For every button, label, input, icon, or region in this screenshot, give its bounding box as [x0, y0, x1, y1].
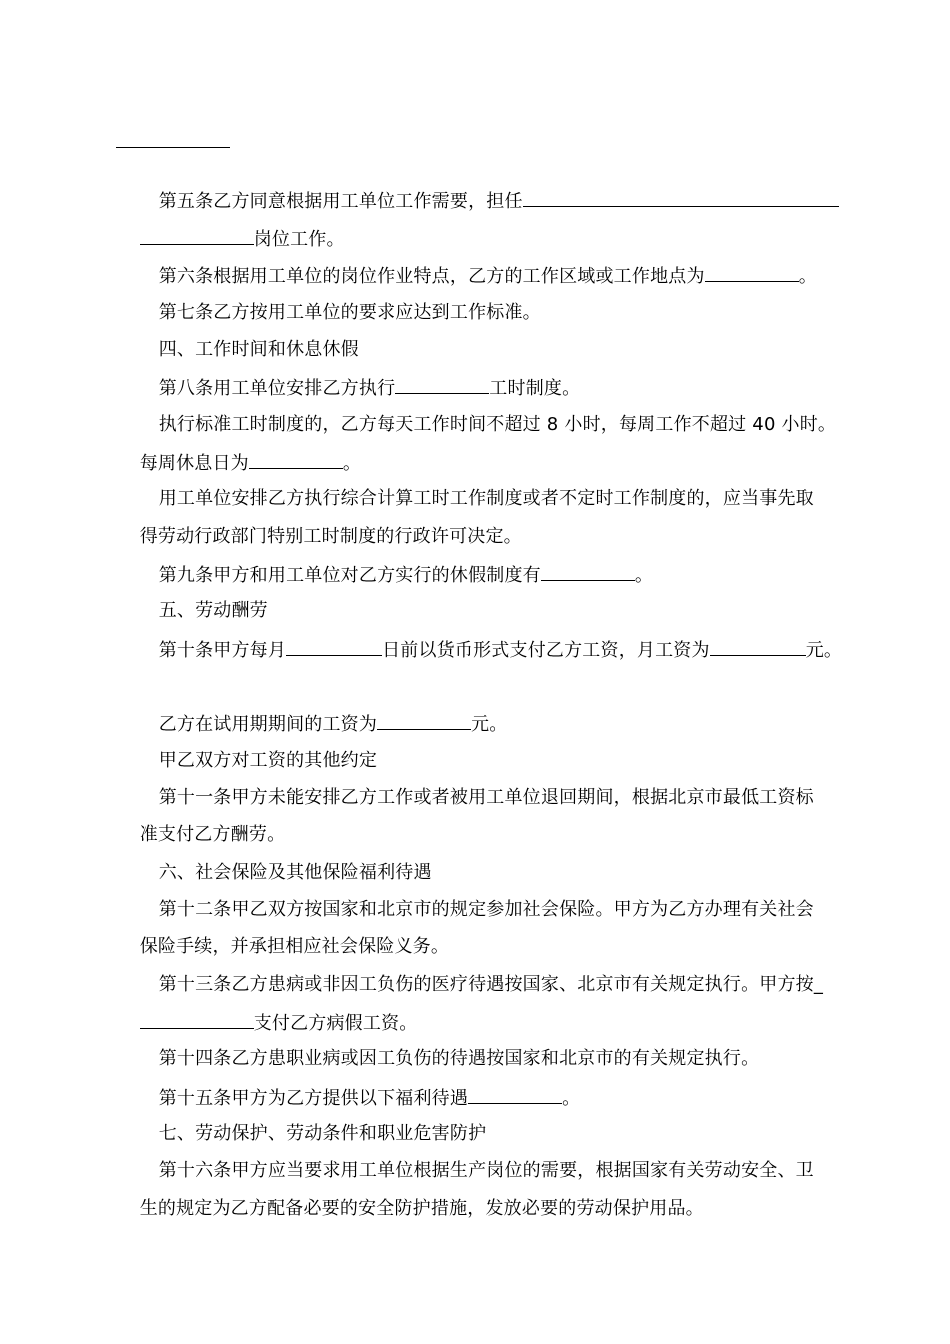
clause-text: 第七条乙方按用工单位的要求应达到工作标准。: [158, 302, 541, 323]
clause-text: 第九条甲方和用工单位对乙方实行的休假制度有: [158, 565, 541, 586]
clause-text: 每周休息日为: [139, 453, 249, 474]
clause-text: 第十三条乙方患病或非因工负伤的医疗待遇按国家、北京市有关规定执行。甲方按_: [158, 974, 824, 995]
clause-10-line: [135, 613, 842, 687]
blank-underline: [541, 562, 635, 581]
clause-text: 第十五条甲方为乙方提供以下福利待遇: [158, 1088, 469, 1109]
section-heading: 七、劳动保护、劳动条件和职业危害防护: [158, 1123, 487, 1144]
clause-text: 第十一条甲方未能安排乙方工作或者被用工单位退回期间，根据北京市最低工资标: [158, 787, 814, 808]
clause-text: 第五条乙方同意根据用工单位工作需要，担任: [158, 191, 523, 212]
clause-text: 岗位工作。: [253, 229, 345, 250]
section-heading: 五、劳动酬劳: [158, 600, 268, 621]
clause-text: 第十六条甲方应当要求用工单位根据生产岗位的需要，根据国家有关劳动安全、卫: [158, 1160, 814, 1181]
clause-text-after: 。: [634, 565, 654, 586]
clause-text: 第十二条甲乙双方按国家和北京市的规定参加社会保险。甲方为乙方办理有关社会: [158, 899, 814, 920]
clause-text: 第八条用工单位安排乙方执行: [158, 378, 396, 399]
clause-text-after: 元。: [471, 714, 508, 735]
blank-underline: [523, 188, 839, 207]
blank-underline: [705, 263, 799, 282]
clause-text: 甲乙双方对工资的其他约定: [158, 750, 378, 771]
clause-text: 支付乙方病假工资。: [253, 1013, 418, 1034]
blank-underline: [286, 637, 382, 656]
clause-text: 保险手续，并承担相应社会保险义务。: [139, 936, 450, 957]
clause-text-after: 。: [798, 266, 817, 287]
blank-underline: [116, 147, 230, 148]
clause-text-after: 。: [562, 1088, 581, 1109]
clause-text-after: 元。: [805, 640, 843, 661]
clause-text-after: 工时制度。: [489, 378, 581, 399]
clause-text-mid: 日前以货币形式支付乙方工资，月工资为: [382, 640, 710, 661]
section-heading: 六、社会保险及其他保险福利待遇: [158, 862, 432, 883]
clause-text: 第十四条乙方患职业病或因工负伤的待遇按国家和北京市的有关规定执行。: [158, 1048, 760, 1069]
clause-text: 用工单位安排乙方执行综合计算工时工作制度或者不定时工作制度的，应当事先取: [158, 488, 814, 509]
clause-text: 执行标准工时制度的，乙方每天工作时间不超过 8 小时，每周工作不超过 40 小时。: [158, 414, 837, 435]
clause-text: 得劳动行政部门特别工时制度的行政许可决定。: [139, 526, 522, 547]
clause-text-after: 。: [342, 453, 362, 474]
clause-text: 生的规定为乙方配备必要的安全防护措施，发放必要的劳动保护用品。: [139, 1198, 704, 1219]
clause-text: 乙方在试用期期间的工资为: [158, 714, 378, 735]
clause-text: 第十条甲方每月: [158, 640, 287, 661]
clause-text: 准支付乙方酬劳。: [139, 824, 286, 845]
clause-text: 第六条根据用工单位的岗位作业特点，乙方的工作区域或工作地点为: [158, 266, 705, 287]
blank-underline: [710, 637, 806, 656]
section-heading: 四、工作时间和休息休假: [158, 339, 359, 360]
clause-16-line-2: [116, 1173, 704, 1245]
blank-underline: [377, 711, 471, 730]
